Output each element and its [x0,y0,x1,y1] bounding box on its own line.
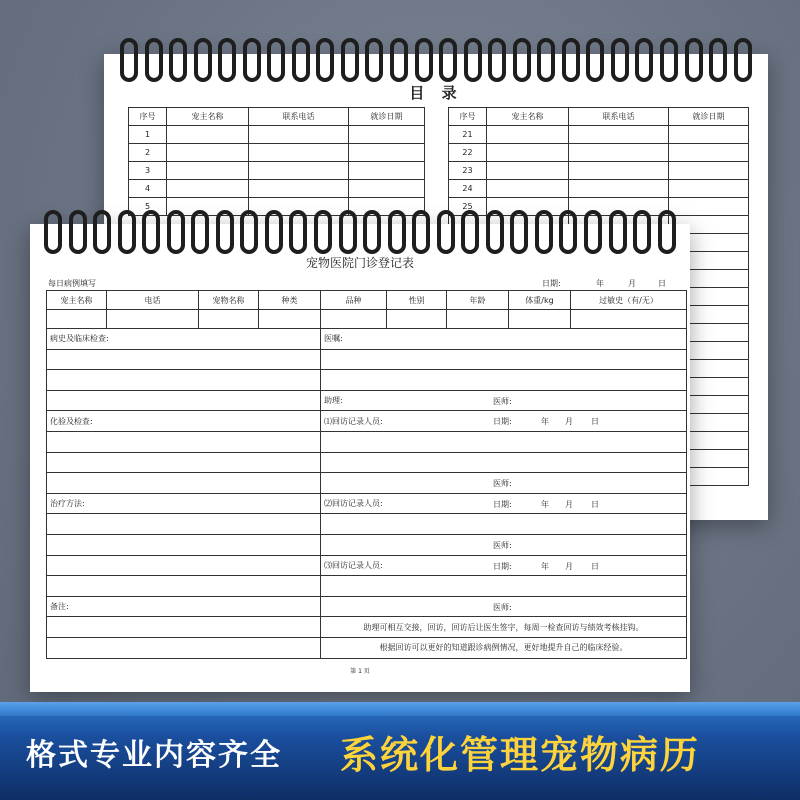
form-title: 宠物医院门诊登记表 [305,256,414,270]
spiral-ring [390,38,408,82]
spiral-ring [609,210,627,254]
daily-label: 每日病例填写 [48,279,96,288]
assistant-label: 助理: [324,396,343,406]
spiral-ring [586,38,604,82]
spiral-ring [562,38,580,82]
spiral-ring [486,210,504,254]
spiral-ring [464,38,482,82]
visit3-date-label: 日期: [493,561,512,571]
back-right-table: 序号 宠主名称 联系电话 就诊日期 21 22 23 24 25 [448,107,749,486]
spiral-ring [685,38,703,82]
header-owner-name: 宠主名称 [47,291,107,310]
spiral-ring [93,210,111,254]
spiral-ring [488,38,506,82]
date-label: 日期: [542,279,561,288]
spiral-ring [216,210,234,254]
spiral-ring [633,210,651,254]
doctor-label-3: 医师: [493,540,512,550]
registration-table [46,290,687,659]
spiral-ring [169,38,187,82]
lab-label: 化验及检查: [47,411,321,432]
spiral-ring [734,38,752,82]
spiral-ring [388,210,406,254]
note-2: 根据回访可以更好的知道跟诊病例情况，更好地提升自己的临床经验。 [321,637,687,658]
spiral-ring [363,210,381,254]
spiral-ring [584,210,602,254]
spiral-ring [437,210,455,254]
doctor-label-1: 医师: [493,396,512,406]
spiral-ring [635,38,653,82]
visit3-label: ⑶回访记录人员: [324,560,383,570]
spiral-ring [537,38,555,82]
spiral-ring [120,38,138,82]
remarks-label: 备注: [47,596,321,617]
spiral-ring [341,38,359,82]
spiral-ring [461,210,479,254]
header-weight: 体重/kg [509,291,571,310]
header-species: 种类 [259,291,321,310]
doctor-label-2: 医师: [493,479,512,489]
spiral-ring [535,210,553,254]
spiral-ring [559,210,577,254]
spiral-ring [510,210,528,254]
history-label: 病史及临床检查: [47,329,321,350]
banner-right-text: 系统化管理宠物病历 [340,733,701,777]
visit1-month: 月 [565,417,573,427]
header-breed: 品种 [321,291,387,310]
spiral-ring [69,210,87,254]
visit1-day: 日 [591,417,599,427]
visit2-month: 月 [565,499,573,509]
spiral-ring [439,38,457,82]
spiral-ring [292,38,310,82]
back-left-table: 序号 宠主名称 联系电话 就诊日期 1 2 3 4 5 [128,107,425,216]
spiral-ring [191,210,209,254]
front-spiral-binding [30,210,690,254]
visit1-label: ⑴回访记录人员: [324,416,383,426]
banner-left-text: 格式专业内容齐全 [26,738,282,773]
orders-label: 医嘱: [321,329,687,350]
spiral-ring [44,210,62,254]
spiral-ring [314,210,332,254]
visit2-date-label: 日期: [493,499,512,509]
visit1-date-label: 日期: [493,417,512,427]
header-pet-name: 宠物名称 [199,291,259,310]
page-number: 第 1 页 [350,668,370,675]
spiral-ring [611,38,629,82]
spiral-ring [660,38,678,82]
front-notebook-page [30,224,690,692]
back-page-title: 目 录 [409,84,463,102]
doctor-label-4: 医师: [493,602,512,612]
visit2-label: ⑵回访记录人员: [324,499,383,509]
spiral-ring [167,210,185,254]
spiral-ring [513,38,531,82]
spiral-ring [365,38,383,82]
spiral-ring [265,210,283,254]
note-1: 助理可相互交接，回访，回访后让医生签字，每周一检查回访与绩效考核挂钩。 [321,617,687,638]
visit3-month: 月 [565,561,573,571]
spiral-ring [289,210,307,254]
spiral-ring [142,210,160,254]
spiral-ring [267,38,285,82]
visit3-day: 日 [591,561,599,571]
spiral-ring [118,210,136,254]
visit3-year: 年 [541,561,549,571]
year-label: 年 [596,279,604,288]
spiral-ring [218,38,236,82]
visit2-year: 年 [541,499,549,509]
header-age: 年龄 [447,291,509,310]
month-label: 月 [628,279,636,288]
spiral-ring [415,38,433,82]
spiral-ring [194,38,212,82]
treatment-label: 治疗方法: [47,493,321,514]
spiral-ring [658,210,676,254]
spiral-ring [339,210,357,254]
visit1-year: 年 [541,417,549,427]
spiral-ring [412,210,430,254]
day-label: 日 [658,279,666,288]
spiral-ring [240,210,258,254]
info-entry-row[interactable] [47,310,687,329]
spiral-ring [145,38,163,82]
header-sex: 性别 [387,291,447,310]
header-phone: 电话 [107,291,199,310]
visit2-day: 日 [591,499,599,509]
spiral-ring [243,38,261,82]
spiral-ring [709,38,727,82]
spiral-ring [316,38,334,82]
header-allergy: 过敏史（有/无） [571,291,687,310]
back-spiral-binding [104,38,768,82]
